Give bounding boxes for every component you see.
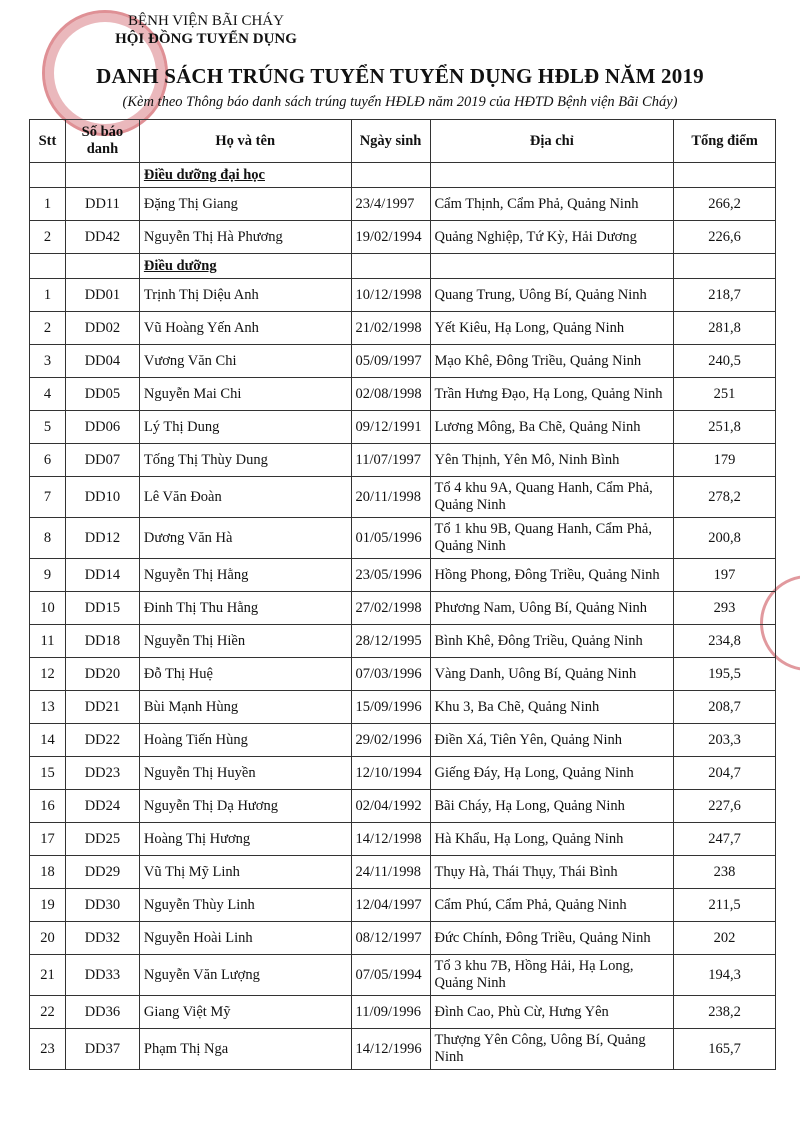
cell-code: DD25	[65, 823, 139, 856]
cell-stt: 13	[30, 691, 66, 724]
cell-score: 200,8	[674, 518, 776, 559]
cell-dob: 21/02/1998	[351, 312, 430, 345]
cell-score: 203,3	[674, 724, 776, 757]
cell-stt: 2	[30, 221, 66, 254]
cell-dob: 27/02/1998	[351, 592, 430, 625]
cell-dob: 19/02/1994	[351, 221, 430, 254]
header-stt: Stt	[30, 120, 66, 163]
cell-score: 247,7	[674, 823, 776, 856]
cell-score: 194,3	[674, 955, 776, 996]
cell-name: Hoàng Tiến Hùng	[139, 724, 351, 757]
cell-stt: 18	[30, 856, 66, 889]
table-row	[30, 477, 776, 518]
cell-dob: 20/11/1998	[351, 477, 430, 518]
cell-address: Vàng Danh, Uông Bí, Quảng Ninh	[430, 658, 674, 691]
cell-name: Nguyễn Văn Lượng	[139, 955, 351, 996]
cell-code: DD11	[65, 188, 139, 221]
cell-stt: 10	[30, 592, 66, 625]
cell-name: Lê Văn Đoàn	[139, 477, 351, 518]
table-row	[30, 345, 776, 378]
cell-name: Nguyễn Thị Huyền	[139, 757, 351, 790]
cell-code: DD12	[65, 518, 139, 559]
section-title: Điều dưỡng	[139, 254, 351, 279]
cell-score: 266,2	[674, 188, 776, 221]
cell-name: Nguyễn Thùy Linh	[139, 889, 351, 922]
cell-code: DD30	[65, 889, 139, 922]
cell-dob: 07/05/1994	[351, 955, 430, 996]
table-body	[30, 163, 776, 1070]
empty-cell	[351, 254, 430, 279]
table-row	[30, 444, 776, 477]
cell-stt: 4	[30, 378, 66, 411]
cell-address: Tổ 4 khu 9A, Quang Hanh, Cẩm Phả, Quảng Ninh	[430, 477, 674, 518]
cell-dob: 11/07/1997	[351, 444, 430, 477]
cell-address: Thụy Hà, Thái Thụy, Thái Bình	[430, 856, 674, 889]
cell-name: Vương Văn Chi	[139, 345, 351, 378]
section-row	[30, 254, 776, 279]
table-row	[30, 955, 776, 996]
cell-stt: 7	[30, 477, 66, 518]
cell-address: Bãi Cháy, Hạ Long, Quảng Ninh	[430, 790, 674, 823]
document-title: DANH SÁCH TRÚNG TUYỂN TUYỂN DỤNG HĐLĐ NĂM 2019	[96, 64, 704, 88]
empty-cell	[30, 163, 66, 188]
cell-name: Trịnh Thị Diệu Anh	[139, 279, 351, 312]
cell-name: Vũ Hoàng Yến Anh	[139, 312, 351, 345]
cell-stt: 21	[30, 955, 66, 996]
header-code: Số báo danh	[65, 120, 139, 163]
cell-stt: 15	[30, 757, 66, 790]
cell-name: Nguyễn Mai Chi	[139, 378, 351, 411]
cell-dob: 09/12/1991	[351, 411, 430, 444]
cell-dob: 11/09/1996	[351, 996, 430, 1029]
table-row	[30, 625, 776, 658]
cell-address: Tổ 1 khu 9B, Quang Hanh, Cẩm Phả, Quảng Ninh	[430, 518, 674, 559]
cell-score: 197	[674, 559, 776, 592]
cell-dob: 07/03/1996	[351, 658, 430, 691]
table-row	[30, 658, 776, 691]
empty-cell	[430, 163, 674, 188]
cell-address: Điền Xá, Tiên Yên, Quảng Ninh	[430, 724, 674, 757]
cell-name: Tống Thị Thùy Dung	[139, 444, 351, 477]
cell-dob: 29/02/1996	[351, 724, 430, 757]
cell-score: 293	[674, 592, 776, 625]
table-row	[30, 592, 776, 625]
cell-address: Giếng Đáy, Hạ Long, Quảng Ninh	[430, 757, 674, 790]
cell-name: Giang Việt Mỹ	[139, 996, 351, 1029]
cell-dob: 23/05/1996	[351, 559, 430, 592]
table-row	[30, 757, 776, 790]
hospital-name: BỆNH VIỆN BÃI CHÁY	[128, 13, 284, 29]
cell-code: DD36	[65, 996, 139, 1029]
cell-score: 218,7	[674, 279, 776, 312]
cell-score: 202	[674, 922, 776, 955]
organization-header	[86, 12, 326, 48]
cell-dob: 01/05/1996	[351, 518, 430, 559]
cell-code: DD15	[65, 592, 139, 625]
cell-stt: 5	[30, 411, 66, 444]
cell-code: DD37	[65, 1029, 139, 1070]
table-header-row	[30, 120, 776, 163]
header-score: Tổng điểm	[674, 120, 776, 163]
cell-dob: 12/10/1994	[351, 757, 430, 790]
cell-address: Trần Hưng Đạo, Hạ Long, Quảng Ninh	[430, 378, 674, 411]
cell-code: DD22	[65, 724, 139, 757]
table-row	[30, 312, 776, 345]
section-title: Điều dưỡng đại học	[139, 163, 351, 188]
cell-code: DD04	[65, 345, 139, 378]
cell-dob: 08/12/1997	[351, 922, 430, 955]
cell-address: Đức Chính, Đông Triều, Quảng Ninh	[430, 922, 674, 955]
cell-address: Quảng Nghiệp, Tứ Kỳ, Hải Dương	[430, 221, 674, 254]
header-dob: Ngày sinh	[351, 120, 430, 163]
cell-score: 234,8	[674, 625, 776, 658]
table-row	[30, 1029, 776, 1070]
cell-name: Nguyễn Thị Hiền	[139, 625, 351, 658]
cell-name: Đinh Thị Thu Hằng	[139, 592, 351, 625]
committee-name: HỘI ĐỒNG TUYỂN DỤNG	[115, 31, 297, 47]
cell-address: Phương Nam, Uông Bí, Quảng Ninh	[430, 592, 674, 625]
cell-score: 251,8	[674, 411, 776, 444]
cell-name: Bùi Mạnh Hùng	[139, 691, 351, 724]
cell-stt: 6	[30, 444, 66, 477]
empty-cell	[30, 254, 66, 279]
cell-score: 211,5	[674, 889, 776, 922]
cell-address: Mạo Khê, Đông Triều, Quảng Ninh	[430, 345, 674, 378]
cell-dob: 12/04/1997	[351, 889, 430, 922]
cell-dob: 24/11/1998	[351, 856, 430, 889]
cell-address: Yết Kiêu, Hạ Long, Quảng Ninh	[430, 312, 674, 345]
cell-code: DD29	[65, 856, 139, 889]
cell-dob: 23/4/1997	[351, 188, 430, 221]
cell-name: Nguyễn Thị Hằng	[139, 559, 351, 592]
table-row	[30, 559, 776, 592]
cell-code: DD21	[65, 691, 139, 724]
candidate-table	[29, 119, 776, 1070]
cell-address: Hà Khẩu, Hạ Long, Quảng Ninh	[430, 823, 674, 856]
cell-code: DD32	[65, 922, 139, 955]
cell-name: Phạm Thị Nga	[139, 1029, 351, 1070]
cell-address: Lương Mông, Ba Chẽ, Quảng Ninh	[430, 411, 674, 444]
cell-stt: 9	[30, 559, 66, 592]
cell-stt: 19	[30, 889, 66, 922]
cell-score: 226,6	[674, 221, 776, 254]
cell-address: Cẩm Thịnh, Cẩm Phả, Quảng Ninh	[430, 188, 674, 221]
cell-name: Lý Thị Dung	[139, 411, 351, 444]
cell-name: Nguyễn Thị Hà Phương	[139, 221, 351, 254]
cell-code: DD23	[65, 757, 139, 790]
cell-score: 240,5	[674, 345, 776, 378]
cell-stt: 22	[30, 996, 66, 1029]
cell-stt: 1	[30, 188, 66, 221]
table-row	[30, 411, 776, 444]
cell-score: 165,7	[674, 1029, 776, 1070]
table-row	[30, 922, 776, 955]
table-row	[30, 856, 776, 889]
cell-dob: 15/09/1996	[351, 691, 430, 724]
cell-dob: 14/12/1996	[351, 1029, 430, 1070]
cell-code: DD05	[65, 378, 139, 411]
cell-code: DD42	[65, 221, 139, 254]
cell-dob: 02/08/1998	[351, 378, 430, 411]
cell-score: 179	[674, 444, 776, 477]
table-row	[30, 188, 776, 221]
cell-stt: 3	[30, 345, 66, 378]
section-row	[30, 163, 776, 188]
cell-address: Quang Trung, Uông Bí, Quảng Ninh	[430, 279, 674, 312]
empty-cell	[674, 163, 776, 188]
cell-score: 251	[674, 378, 776, 411]
cell-score: 281,8	[674, 312, 776, 345]
cell-address: Bình Khê, Đông Triều, Quảng Ninh	[430, 625, 674, 658]
cell-code: DD06	[65, 411, 139, 444]
empty-cell	[65, 254, 139, 279]
cell-stt: 14	[30, 724, 66, 757]
cell-name: Đỗ Thị Huệ	[139, 658, 351, 691]
cell-code: DD24	[65, 790, 139, 823]
cell-stt: 23	[30, 1029, 66, 1070]
cell-name: Đặng Thị Giang	[139, 188, 351, 221]
cell-score: 238,2	[674, 996, 776, 1029]
cell-score: 204,7	[674, 757, 776, 790]
cell-stt: 20	[30, 922, 66, 955]
cell-stt: 2	[30, 312, 66, 345]
cell-dob: 10/12/1998	[351, 279, 430, 312]
cell-code: DD14	[65, 559, 139, 592]
cell-address: Khu 3, Ba Chẽ, Quảng Ninh	[430, 691, 674, 724]
header-name: Họ và tên	[139, 120, 351, 163]
empty-cell	[674, 254, 776, 279]
cell-address: Thượng Yên Công, Uông Bí, Quảng Ninh	[430, 1029, 674, 1070]
cell-dob: 14/12/1998	[351, 823, 430, 856]
cell-dob: 28/12/1995	[351, 625, 430, 658]
cell-name: Hoàng Thị Hương	[139, 823, 351, 856]
cell-code: DD02	[65, 312, 139, 345]
cell-code: DD20	[65, 658, 139, 691]
cell-stt: 1	[30, 279, 66, 312]
cell-code: DD07	[65, 444, 139, 477]
cell-address: Cẩm Phú, Cẩm Phả, Quảng Ninh	[430, 889, 674, 922]
cell-name: Dương Văn Hà	[139, 518, 351, 559]
cell-dob: 02/04/1992	[351, 790, 430, 823]
table-row	[30, 378, 776, 411]
cell-stt: 17	[30, 823, 66, 856]
cell-dob: 05/09/1997	[351, 345, 430, 378]
table-row	[30, 823, 776, 856]
empty-cell	[351, 163, 430, 188]
table-row	[30, 996, 776, 1029]
table-row	[30, 221, 776, 254]
table-row	[30, 724, 776, 757]
cell-stt: 16	[30, 790, 66, 823]
table-row	[30, 790, 776, 823]
cell-score: 227,6	[674, 790, 776, 823]
cell-score: 238	[674, 856, 776, 889]
cell-stt: 8	[30, 518, 66, 559]
cell-address: Yên Thịnh, Yên Mô, Ninh Bình	[430, 444, 674, 477]
cell-address: Đình Cao, Phù Cừ, Hưng Yên	[430, 996, 674, 1029]
cell-code: DD33	[65, 955, 139, 996]
cell-code: DD01	[65, 279, 139, 312]
cell-score: 195,5	[674, 658, 776, 691]
cell-name: Nguyễn Thị Dạ Hương	[139, 790, 351, 823]
table-row	[30, 279, 776, 312]
table-row	[30, 518, 776, 559]
document-subtitle: (Kèm theo Thông báo danh sách trúng tuyển HĐLĐ năm 2019 của HĐTD Bệnh viện Bãi Cháy)	[122, 94, 678, 110]
cell-score: 208,7	[674, 691, 776, 724]
cell-stt: 11	[30, 625, 66, 658]
cell-stt: 12	[30, 658, 66, 691]
cell-code: DD18	[65, 625, 139, 658]
cell-name: Nguyễn Hoài Linh	[139, 922, 351, 955]
cell-code: DD10	[65, 477, 139, 518]
cell-address: Tổ 3 khu 7B, Hồng Hải, Hạ Long, Quảng Ninh	[430, 955, 674, 996]
empty-cell	[65, 163, 139, 188]
cell-address: Hồng Phong, Đông Triều, Quảng Ninh	[430, 559, 674, 592]
cell-name: Vũ Thị Mỹ Linh	[139, 856, 351, 889]
table-row	[30, 889, 776, 922]
table-row	[30, 691, 776, 724]
empty-cell	[430, 254, 674, 279]
header-address: Địa chỉ	[430, 120, 674, 163]
cell-score: 278,2	[674, 477, 776, 518]
